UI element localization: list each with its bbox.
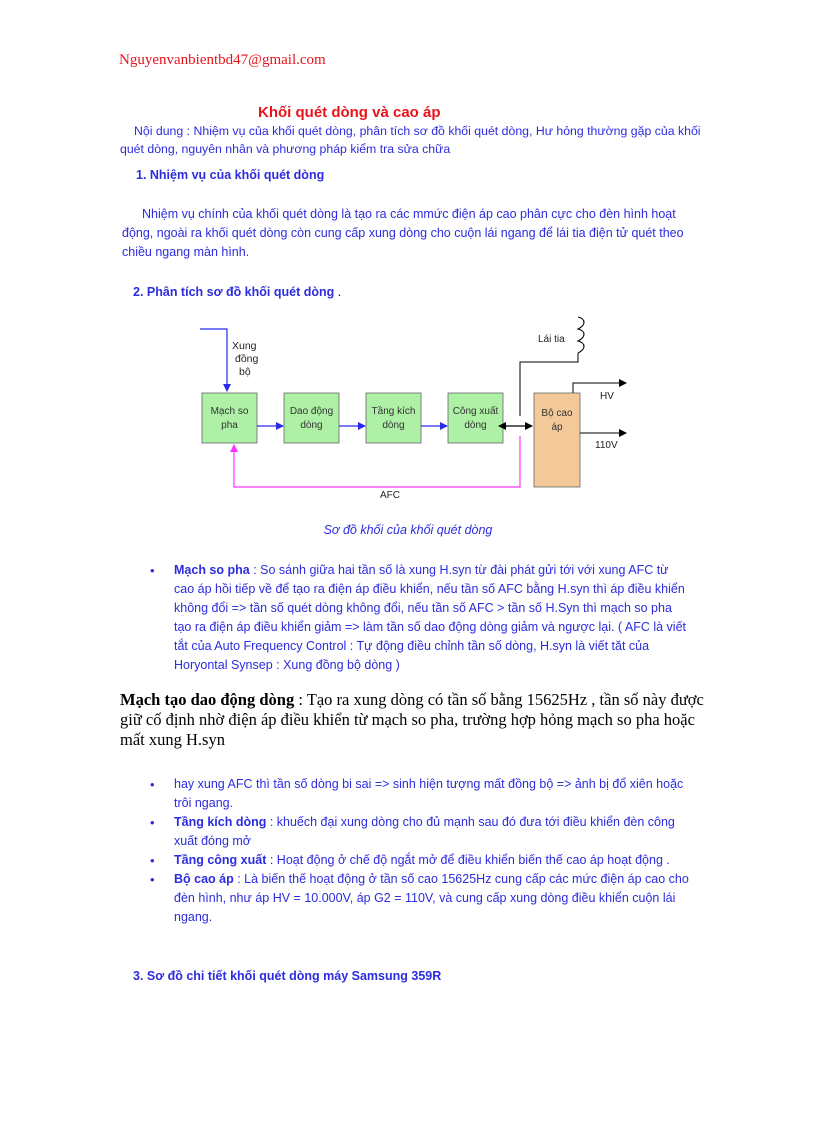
intro-paragraph: Nội dung : Nhiệm vụ của khối quét dòng, phân tích sơ đồ khối quét dòng, Hư hỏng thường gặp của khối quét dòng, nguyên nhân và phương pháp kiểm tra sửa chữa	[120, 124, 701, 156]
bullet-dot-icon: •	[150, 872, 155, 887]
bullet-item-driver	[150, 813, 690, 851]
hv-label: HV	[600, 391, 614, 402]
block-4-line-1: Công xuất	[452, 406, 499, 417]
block-1-line-2: pha	[221, 420, 238, 431]
bullet-term: Bộ cao áp	[174, 872, 234, 886]
oscillator-text: : Tạo ra xung dòng có tần số bằng 15625Hz , tần số này được giữ cố định nhờ điện áp điều khiển từ mạch so pha, trường hợp hỏng mạch so pha hoặc mất xung H.syn	[120, 690, 704, 749]
v110-label: 110V	[595, 440, 618, 451]
block-driver	[366, 393, 421, 443]
block-2-line-1: Dao động	[289, 406, 334, 417]
yoke-coil-icon	[578, 317, 584, 353]
bullet-text: hay xung AFC thì tần số dòng bi sai => sinh hiện tượng mất đồng bộ => ảnh bị đổ xiên hoặc trôi ngang.	[174, 777, 684, 810]
sync-label-1: Xung	[232, 340, 257, 352]
block-phase-comparator	[202, 393, 257, 443]
block-1-line-1: Mạch so	[210, 406, 249, 417]
block-output	[448, 393, 503, 443]
block-oscillator	[284, 393, 339, 443]
bullet-item-output	[150, 851, 690, 870]
block-3-line-2: dòng	[382, 420, 405, 431]
bullet-text: : Là biến thế hoạt động ở tần số cao 15625Hz cung cấp các mức điện áp cao cho đèn hình, như áp HV = 10.000V, áp G2 = 110V, và cung cấp xung dòng điều khiển cuộn lái ngang.	[174, 872, 689, 924]
bullet-term: Mạch so pha	[174, 563, 250, 577]
section-2-heading-suffix: .	[334, 285, 342, 299]
author-email: Nguyenvanbientbd47@gmail.com	[119, 52, 326, 68]
bullet-list-1	[150, 561, 690, 675]
yoke-label: Lái tia	[538, 334, 565, 345]
bullet-text: : khuếch đại xung dòng cho đủ mạnh sau đó đưa tới điều khiển đèn công xuất đóng mở	[174, 815, 675, 848]
block-2-line-2: dòng	[300, 420, 323, 431]
bullet-item-afc-continuation	[150, 775, 690, 813]
block-5-line-1: Bộ cao	[541, 408, 573, 419]
section-1-heading: 1. Nhiệm vụ của khối quét dòng	[136, 168, 325, 182]
section-2-heading-text: 2. Phân tích sơ đồ khối quét dòng	[133, 285, 335, 299]
sync-label-3: bộ	[239, 366, 251, 378]
bullet-list-2	[150, 775, 690, 927]
oscillator-paragraph	[120, 690, 710, 750]
bullet-dot-icon: •	[150, 853, 155, 868]
bullet-term: Tầng công xuất	[174, 853, 267, 867]
bullet-text: : So sánh giữa hai tần số là xung H.syn từ đài phát gửi tới với xung AFC từ cao áp hồi tiếp về để tạo ra điện áp điều khiển, nếu tần số AFC bằng H.syn thì áp điều khiển không đổi => tần số quét dòng không đổi, nếu tần số AFC > tần số H.Syn thì mạch so pha tạo ra điện áp điều khiển giảm => làm tần số dao động dòng giảm và ngược lại. ( AFC là viết tắt của Auto Frequency Control : Tự động điều chỉnh tần số dòng, H.syn là viết tăt của Horyontal Synsep : Xung đồng bộ dòng )	[174, 563, 687, 672]
afc-label: AFC	[380, 490, 400, 501]
afc-feedback-arrow	[234, 436, 520, 487]
block-diagram	[190, 315, 640, 505]
section-3-heading: 3. Sơ đồ chi tiết khối quét dòng máy Samsung 359R	[133, 969, 442, 983]
block-4-line-2: dòng	[464, 420, 487, 431]
section-2-heading	[133, 285, 341, 299]
bullet-dot-icon: •	[150, 777, 155, 792]
sync-label-2: đồng	[235, 353, 259, 365]
page-title: Khối quét dòng và cao áp	[258, 104, 441, 121]
block-3-line-1: Tầng kích	[371, 406, 416, 417]
bullet-item-flyback	[150, 870, 690, 927]
oscillator-term: Mạch tạo dao động dòng	[120, 690, 295, 709]
bullet-dot-icon: •	[150, 563, 155, 578]
sync-input-arrow	[200, 329, 227, 391]
bullet-text: : Hoạt động ở chế độ ngắt mở để điều khiển biến thế cao áp hoạt động .	[266, 853, 670, 867]
block-5-line-2: áp	[551, 422, 563, 433]
bullet-dot-icon: •	[150, 815, 155, 830]
bullet-term: Tầng kích dòng	[174, 815, 267, 829]
bullet-item-phase-comparator	[150, 561, 690, 675]
diagram-caption: Sơ đồ khối của khối quét dòng	[323, 523, 493, 537]
section-1-body: Nhiệm vụ chính của khối quét dòng là tạo ra các mmức điện áp cao phân cực cho đèn hình hoạt động, ngoài ra khối quét dòng còn cung cấp xung dòng cho cuộn lái ngang để lái tia điện tử quét theo chiều ngang màn hình.	[122, 207, 684, 259]
